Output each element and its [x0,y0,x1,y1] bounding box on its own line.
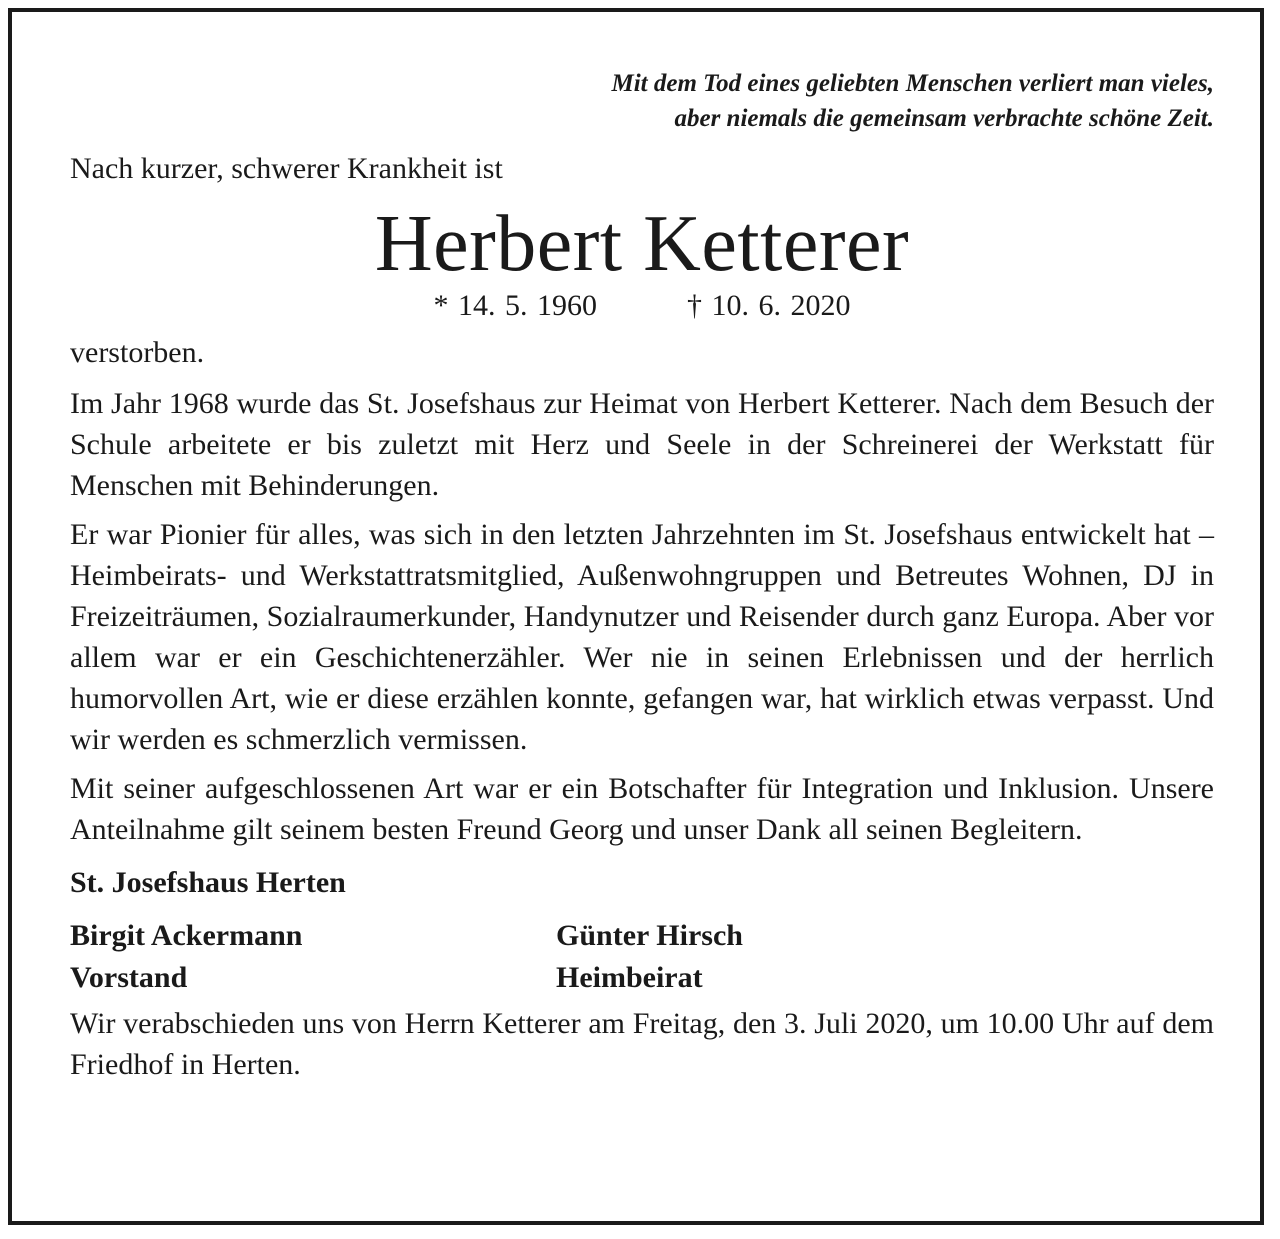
deceased-word: verstorben. [70,336,205,369]
signatory-name: Günter Hirsch [556,919,743,952]
life-dates [70,285,1214,326]
paragraph-condolence: Mit seiner aufgeschlossenen Art war er ein Botschafter für Integration und Inklusion. Unsere Anteilnahme gilt seinem besten Freund Georg und unser Dank all seinen Begleitern. [70,772,1214,846]
signatory-role: Vorstand [70,961,188,994]
motto-line-2: aber niemals die gemeinsam verbrachte schöne Zeit. [674,105,1214,132]
deceased-name: Herbert Ketterer [374,200,910,288]
signatory-name: Birgit Ackermann [70,919,303,952]
signatory-1 [70,915,556,999]
death-date: † 10. 6. 2020 [687,289,851,322]
organization-name: St. Josefshaus Herten [70,866,346,899]
motto-quote [70,66,1214,136]
funeral-notice: Wir verabschieden uns von Herrn Ketterer am Freitag, den 3. Juli 2020, um 10.00 Uhr auf dem Friedhof in Herten. [70,1007,1214,1081]
signatures [70,915,1214,999]
birth-date: * 14. 5. 1960 [433,289,597,322]
signatory-2 [556,915,1042,999]
paragraph-biography: Im Jahr 1968 wurde das St. Josefshaus zur Heimat von Herbert Ketterer. Nach dem Besuch der Schule arbeitete er bis zuletzt mit Herz und Seele in der Schreinerei der Werkstatt für Menschen mit Behinderungen. [70,387,1214,502]
signatory-role: Heimbeirat [556,961,703,994]
paragraph-pioneer: Er war Pionier für alles, was sich in den letzten Jahrzehnten im St. Josefshaus entwickelt hat – Heimbeirats- und Werkstattratsmitglied, Außenwohngruppen und Betreutes Wohnen, DJ in Freizeiträumen, Sozialraumerkunder, Handynutzer und Reisender durch ganz Europa. Aber vor allem war er ein Geschichtenerzähler. Wer nie in seinen Erlebnissen und der herrlich humorvollen Art, wie er diese erzählen konnte, gefangen war, hat wirklich etwas verpasst. Und wir werden es schmerzlich vermissen. [70,518,1214,756]
motto-line-1: Mit dem Tod eines geliebten Menschen verliert man vieles, [611,70,1214,97]
obituary-content [70,66,1214,1085]
intro-text: Nach kurzer, schwerer Krankheit ist [70,152,503,185]
